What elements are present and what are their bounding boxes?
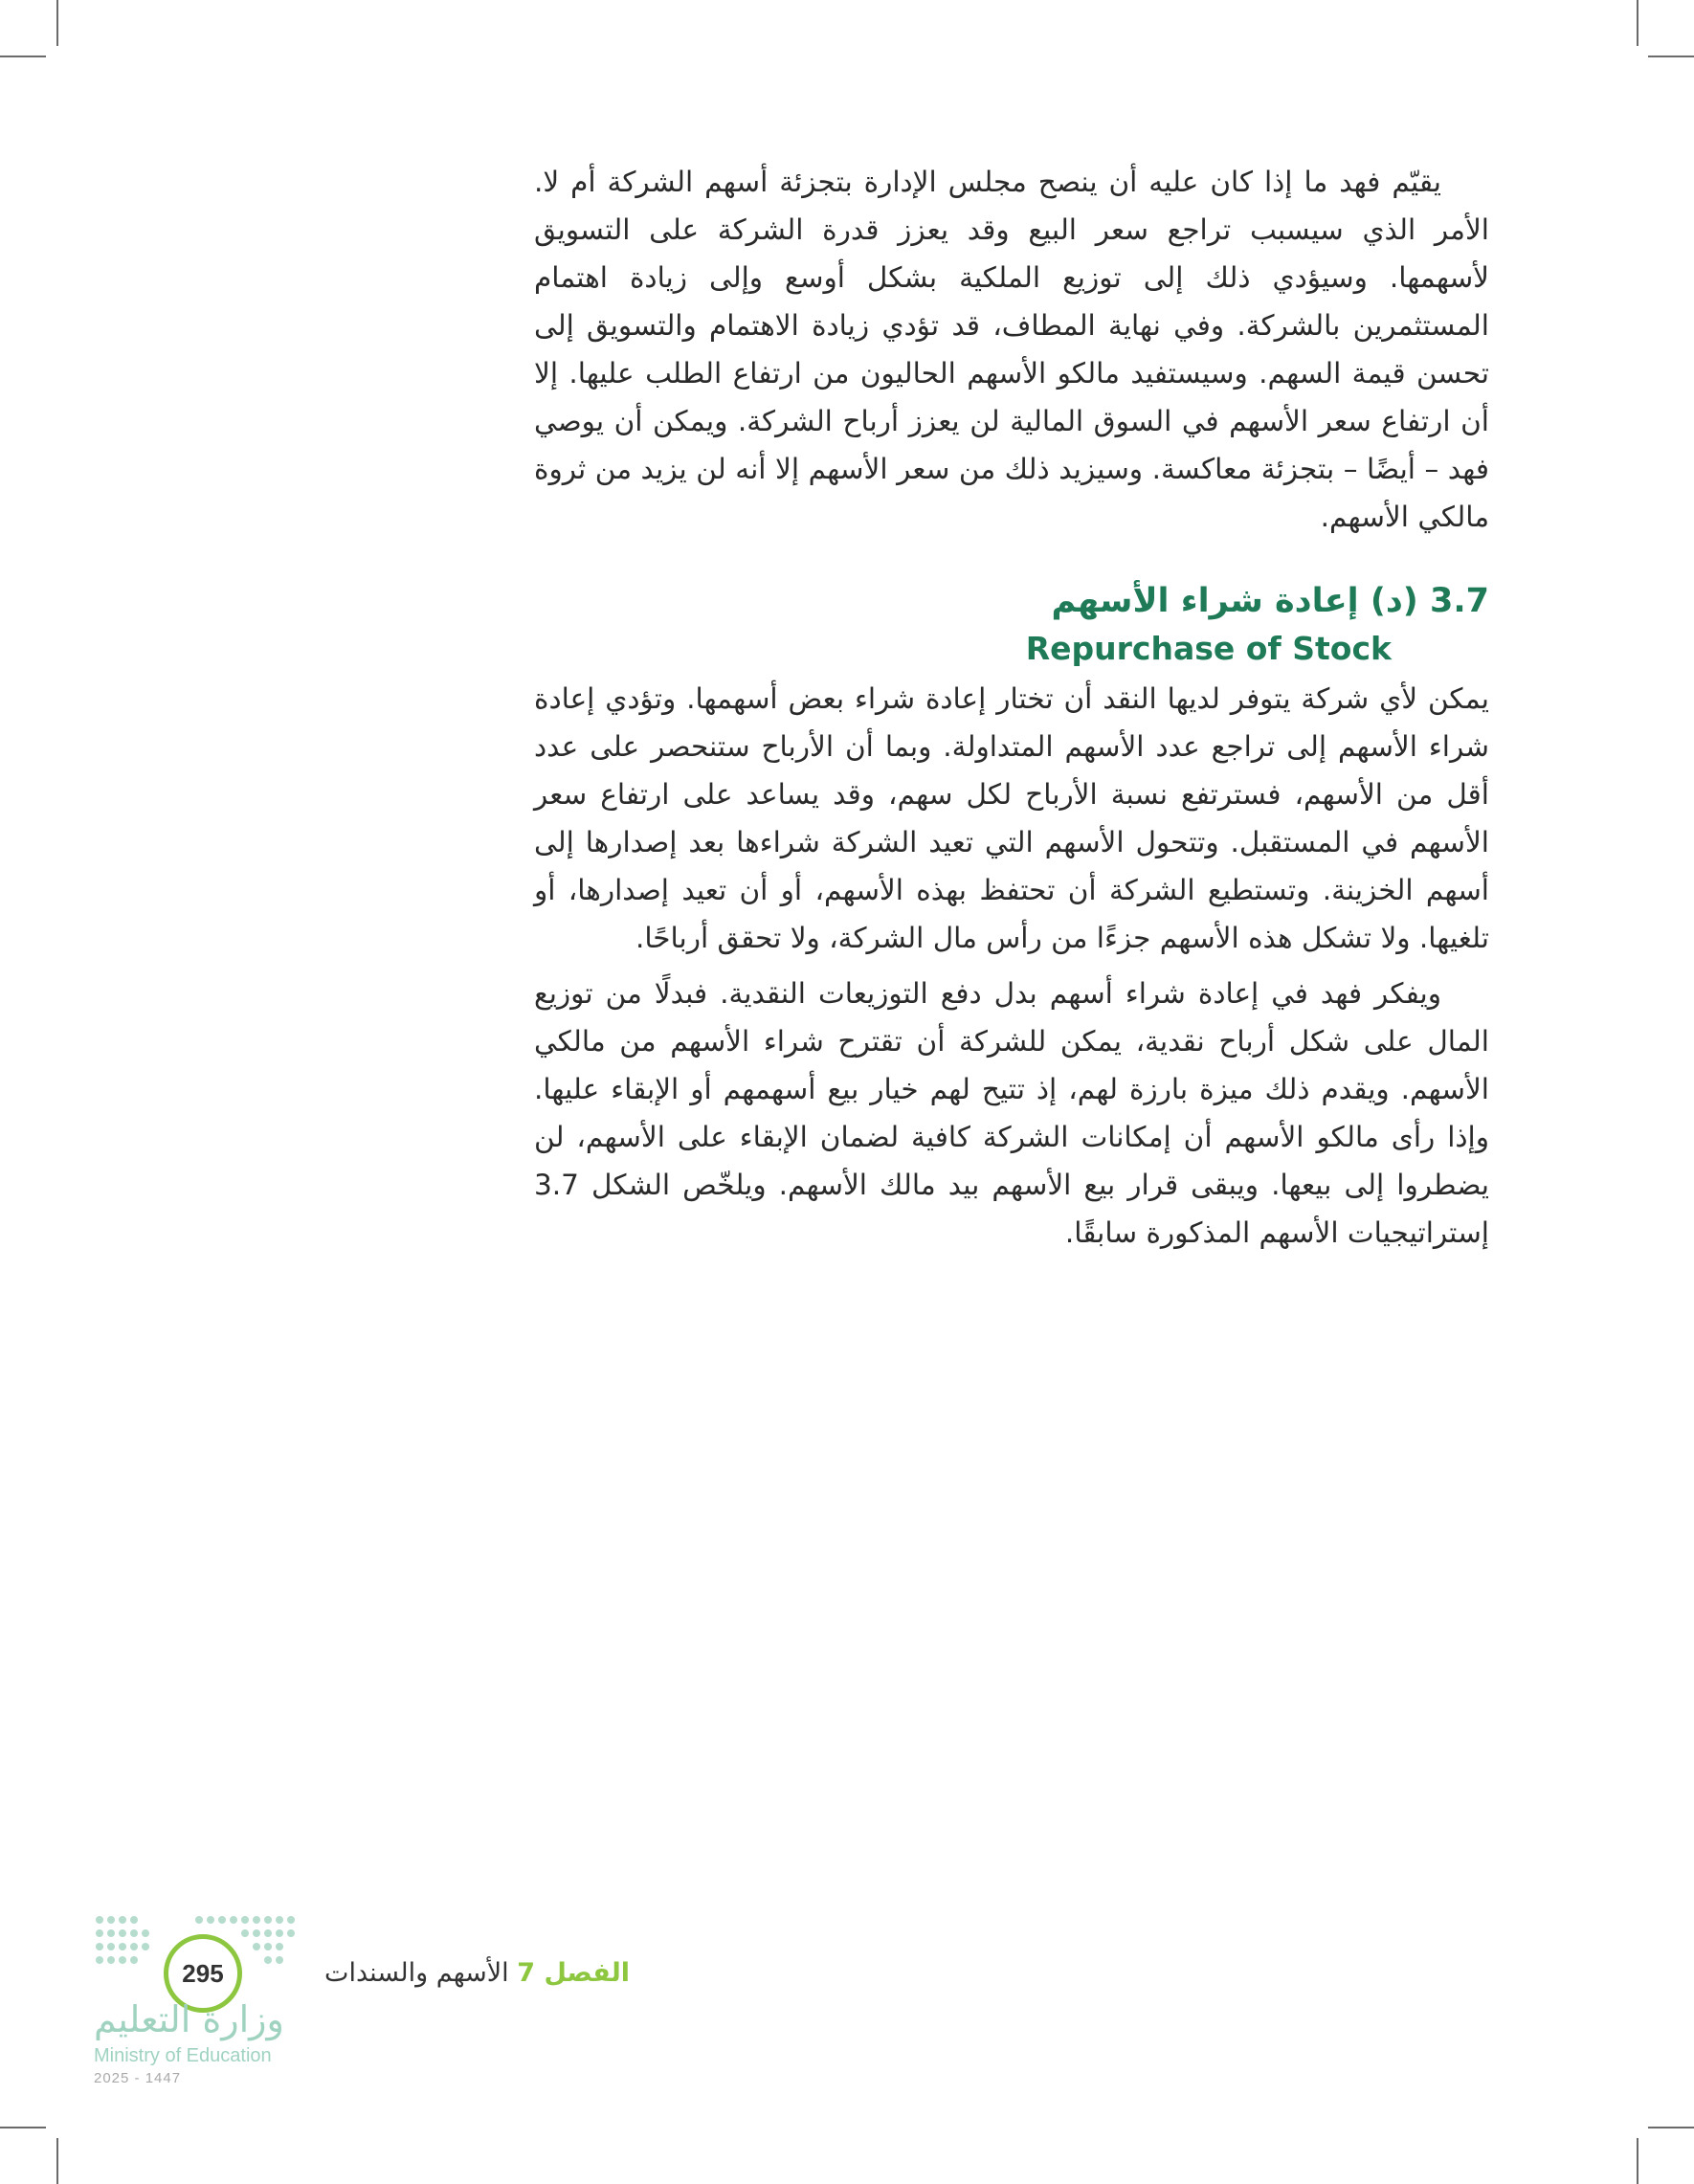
ministry-name-ar: وزارة التعليم <box>94 1998 284 2040</box>
crop-mark <box>56 0 58 46</box>
crop-mark <box>0 2127 46 2128</box>
crop-mark <box>1648 56 1694 57</box>
ministry-year: 2025 - 1447 <box>94 2070 182 2086</box>
page-number: 295 <box>164 1934 242 2013</box>
chapter-title: الأسهم والسندات <box>324 1958 509 1988</box>
crop-mark <box>0 56 46 57</box>
crop-mark <box>1648 2127 1694 2128</box>
ministry-name-en: Ministry of Education <box>94 2045 272 2066</box>
crop-mark <box>1637 2138 1638 2184</box>
page-content <box>534 158 1489 1257</box>
section-heading-ar: 3.7 (د) إعادة شراء الأسهم <box>1051 582 1489 620</box>
paragraph-repurchase-dividends: ويفكر فهد في إعادة شراء أسهم بدل دفع التوزيعات النقدية. فبدلًا من توزيع المال على شكل أرباح نقدية، يمكن للشركة أن تقترح شراء الأسهم من مالكي الأسهم. ويقدم ذلك ميزة بارزة لهم، إذ تتيح لهم خيار بيع أسهمهم أو الإبقاء عليها. وإذا رأى مالكو الأسهم أن إمكانات الشركة كافية لضمان الإبقاء على الأسهم، لن يضطروا إلى بيعها. ويبقى قرار بيع الأسهم بيد مالك الأسهم. ويلخّص الشكل 3.7 إستراتيجيات الأسهم المذكورة سابقًا. <box>534 977 1489 1249</box>
paragraph-stock-split: يقيّم فهد ما إذا كان عليه أن ينصح مجلس الإدارة بتجزئة أسهم الشركة أم لا. الأمر الذي سيسبب تراجع سعر البيع وقد يعزز قدرة الشركة على التسويق لأسهمها. وسيؤدي ذلك إلى توزيع الملكية بشكل أوسع وإلى زيادة اهتمام المستثمرين بالشركة. وفي نهاية المطاف، قد تؤدي زيادة الاهتمام والتسويق إلى تحسن قيمة السهم. وسيستفيد مالكو الأسهم الحاليون من ارتفاع الطلب عليها. إلا أن ارتفاع سعر الأسهم في السوق المالية لن يعزز أرباح الشركة. ويمكن أن يوصي فهد – أيضًا – بتجزئة معاكسة. وسيزيد ذلك من سعر الأسهم إلا أنه لن يزيد من ثروة مالكي الأسهم. <box>534 166 1489 533</box>
section-heading-en: Repurchase of Stock <box>1025 630 1392 667</box>
paragraph-repurchase: يمكن لأي شركة يتوفر لديها النقد أن تختار إعادة شراء بعض أسهمها. وتؤدي إعادة شراء الأسهم إلى تراجع عدد الأسهم المتداولة. وبما أن الأرباح ستنحصر على عدد أقل من الأسهم، فسترتفع نسبة الأرباح لكل سهم، وقد يساعد على ارتفاع سعر الأسهم في المستقبل. وتتحول الأسهم التي تعيد الشركة شراءها بعد إصدارها إلى أسهم الخزينة. وتستطيع الشركة أن تحتفظ بهذه الأسهم، أو أن تعيد إصدارها، أو تلغيها. ولا تشكل هذه الأسهم جزءًا من رأس مال الشركة، ولا تحقق أرباحًا. <box>534 682 1489 954</box>
crop-mark <box>56 2138 58 2184</box>
crop-mark <box>1637 0 1638 46</box>
chapter-label <box>324 1958 630 1988</box>
chapter-number: الفصل 7 <box>517 1958 630 1988</box>
